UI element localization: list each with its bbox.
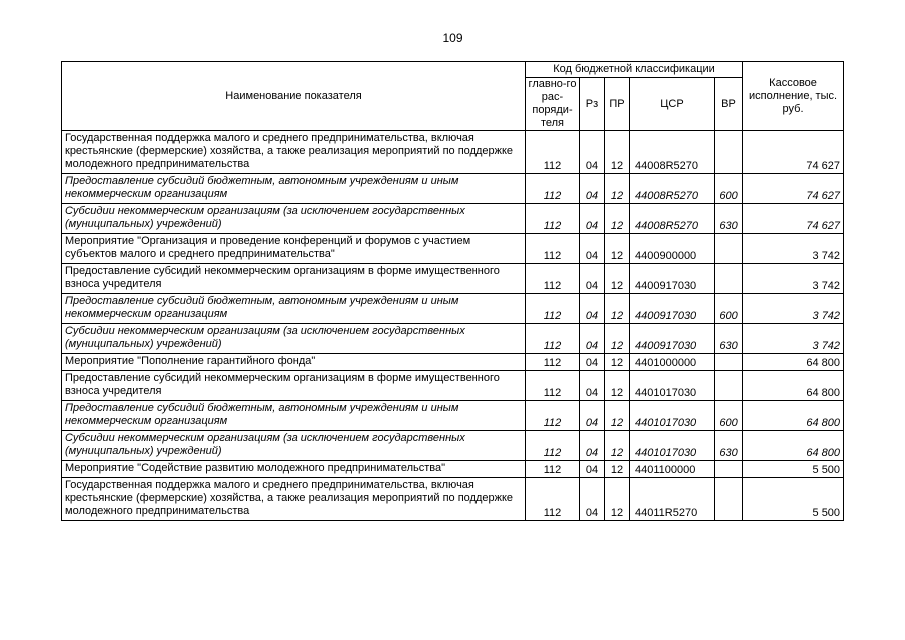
cell-vr xyxy=(715,478,743,521)
cell-amount: 3 742 xyxy=(743,294,844,324)
header-pr: ПР xyxy=(605,78,630,131)
cell-name: Предоставление субсидий бюджетным, автономным учреждениям и иным некоммерческим организациям xyxy=(62,294,526,324)
cell-glavny: 112 xyxy=(526,174,580,204)
cell-glavny: 112 xyxy=(526,234,580,264)
cell-glavny: 112 xyxy=(526,204,580,234)
cell-amount: 3 742 xyxy=(743,324,844,354)
cell-amount: 64 800 xyxy=(743,401,844,431)
table-row xyxy=(62,431,844,461)
header-rz: Рз xyxy=(580,78,605,131)
cell-vr: 630 xyxy=(715,204,743,234)
cell-name: Мероприятие "Организация и проведение конференций и форумов с участием субъектов малого и среднего предпринимательства" xyxy=(62,234,526,264)
cell-name: Предоставление субсидий некоммерческим организациям в форме имущественного взноса учредителя xyxy=(62,264,526,294)
cell-pr: 12 xyxy=(605,204,630,234)
cell-glavny: 112 xyxy=(526,478,580,521)
table-row xyxy=(62,401,844,431)
cell-csr: 4400917030 xyxy=(630,324,715,354)
cell-csr: 4401017030 xyxy=(630,431,715,461)
table-row xyxy=(62,131,844,174)
cell-amount: 3 742 xyxy=(743,234,844,264)
cell-rz: 04 xyxy=(580,234,605,264)
page-number: 109 xyxy=(442,31,463,45)
cell-name: Субсидии некоммерческим организациям (за исключением государственных (муниципальных) учреждений) xyxy=(62,324,526,354)
cell-csr: 4400917030 xyxy=(630,294,715,324)
cell-glavny: 112 xyxy=(526,264,580,294)
table-header xyxy=(62,62,844,131)
cell-glavny: 112 xyxy=(526,354,580,371)
table-row xyxy=(62,294,844,324)
cell-pr: 12 xyxy=(605,294,630,324)
cell-rz: 04 xyxy=(580,461,605,478)
cell-csr: 4400900000 xyxy=(630,234,715,264)
cell-name: Государственная поддержка малого и среднего предпринимательства, включая крестьянские (фермерские) хозяйства, а также реализация мероприятий по поддержке молодежного предпринимательства xyxy=(62,131,526,174)
cell-amount: 5 500 xyxy=(743,478,844,521)
cell-csr: 4401100000 xyxy=(630,461,715,478)
cell-amount: 74 627 xyxy=(743,174,844,204)
cell-pr: 12 xyxy=(605,478,630,521)
cell-pr: 12 xyxy=(605,461,630,478)
cell-rz: 04 xyxy=(580,204,605,234)
cell-csr: 44008R5270 xyxy=(630,131,715,174)
cell-csr: 4401017030 xyxy=(630,371,715,401)
cell-vr xyxy=(715,264,743,294)
header-csr: ЦСР xyxy=(630,78,715,131)
table-row xyxy=(62,264,844,294)
cell-vr xyxy=(715,131,743,174)
cell-pr: 12 xyxy=(605,174,630,204)
table-row xyxy=(62,461,844,478)
cell-csr: 4401017030 xyxy=(630,401,715,431)
cell-vr: 630 xyxy=(715,431,743,461)
cell-rz: 04 xyxy=(580,294,605,324)
table-row xyxy=(62,324,844,354)
cell-rz: 04 xyxy=(580,431,605,461)
table-row xyxy=(62,174,844,204)
cell-rz: 04 xyxy=(580,174,605,204)
cell-amount: 74 627 xyxy=(743,131,844,174)
cell-pr: 12 xyxy=(605,131,630,174)
cell-name: Субсидии некоммерческим организациям (за исключением государственных (муниципальных) учреждений) xyxy=(62,431,526,461)
table-row xyxy=(62,371,844,401)
cell-amount: 64 800 xyxy=(743,354,844,371)
cell-name: Субсидии некоммерческим организациям (за исключением государственных (муниципальных) учреждений) xyxy=(62,204,526,234)
cell-pr: 12 xyxy=(605,354,630,371)
cell-rz: 04 xyxy=(580,264,605,294)
table-body xyxy=(62,131,844,521)
cell-csr: 44008R5270 xyxy=(630,174,715,204)
cell-vr xyxy=(715,234,743,264)
cell-name: Мероприятие "Содействие развитию молодежного предпринимательства" xyxy=(62,461,526,478)
cell-name: Государственная поддержка малого и среднего предпринимательства, включая крестьянские (фермерские) хозяйства, а также реализация мероприятий по поддержке молодежного предпринимательства xyxy=(62,478,526,521)
cell-vr: 630 xyxy=(715,324,743,354)
header-vr: ВР xyxy=(715,78,743,131)
budget-table xyxy=(61,61,844,521)
cell-vr: 600 xyxy=(715,294,743,324)
header-amount: Кассовое исполнение, тыс. руб. xyxy=(743,62,844,131)
cell-pr: 12 xyxy=(605,371,630,401)
cell-vr: 600 xyxy=(715,174,743,204)
table-row xyxy=(62,354,844,371)
cell-amount: 74 627 xyxy=(743,204,844,234)
cell-glavny: 112 xyxy=(526,461,580,478)
cell-amount: 64 800 xyxy=(743,371,844,401)
cell-rz: 04 xyxy=(580,401,605,431)
cell-rz: 04 xyxy=(580,371,605,401)
cell-vr xyxy=(715,461,743,478)
cell-name: Мероприятие "Пополнение гарантийного фонда" xyxy=(62,354,526,371)
cell-glavny: 112 xyxy=(526,431,580,461)
cell-pr: 12 xyxy=(605,264,630,294)
header-glavny: главно-го рас-поряди-теля xyxy=(526,78,580,131)
cell-rz: 04 xyxy=(580,324,605,354)
header-code-group: Код бюджетной классификации xyxy=(526,62,743,78)
cell-pr: 12 xyxy=(605,431,630,461)
cell-csr: 4401000000 xyxy=(630,354,715,371)
cell-glavny: 112 xyxy=(526,371,580,401)
table-row xyxy=(62,478,844,521)
cell-amount: 5 500 xyxy=(743,461,844,478)
cell-pr: 12 xyxy=(605,401,630,431)
cell-csr: 44008R5270 xyxy=(630,204,715,234)
cell-csr: 4400917030 xyxy=(630,264,715,294)
cell-vr xyxy=(715,371,743,401)
cell-glavny: 112 xyxy=(526,294,580,324)
header-name: Наименование показателя xyxy=(62,62,526,131)
cell-name: Предоставление субсидий бюджетным, автономным учреждениям и иным некоммерческим организациям xyxy=(62,401,526,431)
cell-rz: 04 xyxy=(580,131,605,174)
table-row xyxy=(62,204,844,234)
cell-glavny: 112 xyxy=(526,324,580,354)
cell-glavny: 112 xyxy=(526,401,580,431)
cell-vr xyxy=(715,354,743,371)
cell-amount: 3 742 xyxy=(743,264,844,294)
cell-amount: 64 800 xyxy=(743,431,844,461)
table-row xyxy=(62,234,844,264)
cell-pr: 12 xyxy=(605,234,630,264)
cell-pr: 12 xyxy=(605,324,630,354)
cell-glavny: 112 xyxy=(526,131,580,174)
cell-csr: 44011R5270 xyxy=(630,478,715,521)
cell-rz: 04 xyxy=(580,354,605,371)
cell-name: Предоставление субсидий бюджетным, автономным учреждениям и иным некоммерческим организациям xyxy=(62,174,526,204)
cell-rz: 04 xyxy=(580,478,605,521)
cell-name: Предоставление субсидий некоммерческим организациям в форме имущественного взноса учредителя xyxy=(62,371,526,401)
cell-vr: 600 xyxy=(715,401,743,431)
